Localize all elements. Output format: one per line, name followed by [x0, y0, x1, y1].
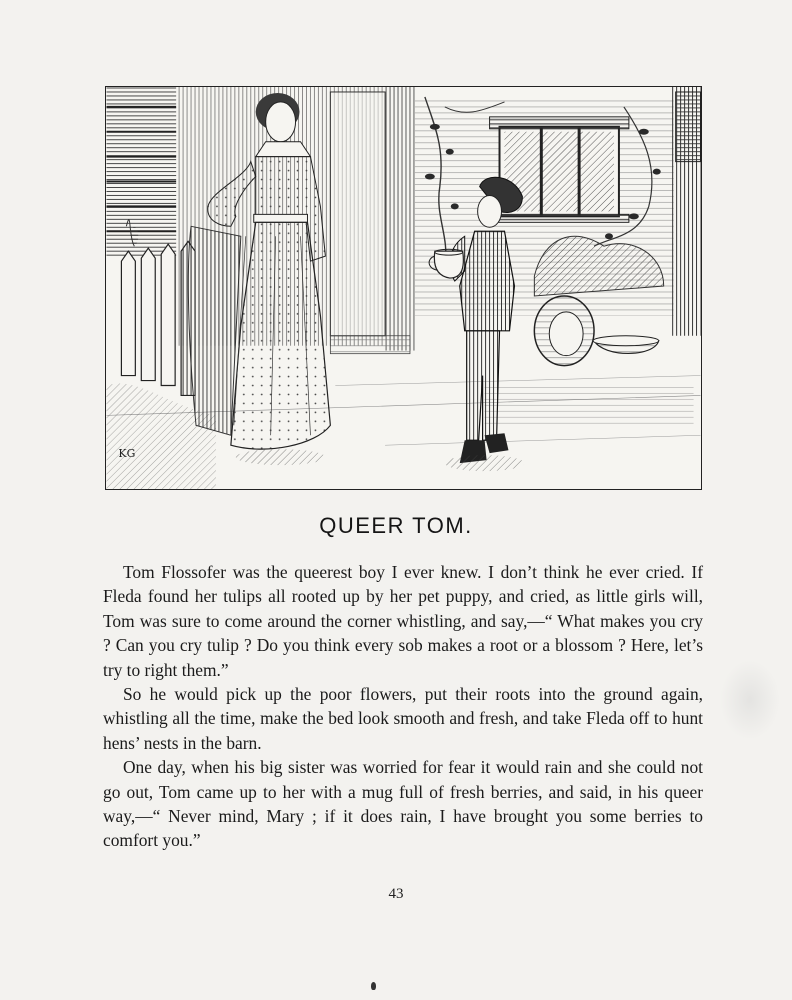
basket — [534, 296, 594, 366]
chapter-title: QUEER TOM. — [319, 513, 473, 538]
paper-smudge — [720, 660, 780, 740]
ink-spot — [371, 982, 376, 990]
paragraph: Tom Flossofer was the queerest boy I ever knew. I don’t think he ever cried. If Fleda found her tulips all rooted up by her pet puppy, and cried, as little girls will, Tom was sure to come around the corner whistling, and say,—“ What makes you cry ? Can you cry tulip ? Do you think every sob makes a root or a blossom ? Here, let’s try to right them.” — [103, 562, 703, 680]
doorstep — [330, 336, 410, 354]
page-number: 43 — [388, 886, 404, 902]
engraving-illustration — [105, 86, 702, 490]
engraving-drawing — [106, 87, 701, 489]
paragraph: One day, when his big sister was worried for fear it would rain and she could not go out, Tom came up to her with a mug full of fresh berries, and said, in his queer way,—“ Never mind, Mary ; if it does rain, I have brought you some berries to comfort you.” — [103, 757, 703, 851]
paragraph: So he would pick up the poor flowers, put their roots into the ground again, whistling all the time, make the bed look smooth and fresh, and take Fleda off to hunt hens’ nests in the barn. — [103, 684, 703, 753]
story-text — [103, 560, 703, 853]
artist-signature: KG — [118, 447, 136, 461]
door-post — [385, 87, 415, 351]
